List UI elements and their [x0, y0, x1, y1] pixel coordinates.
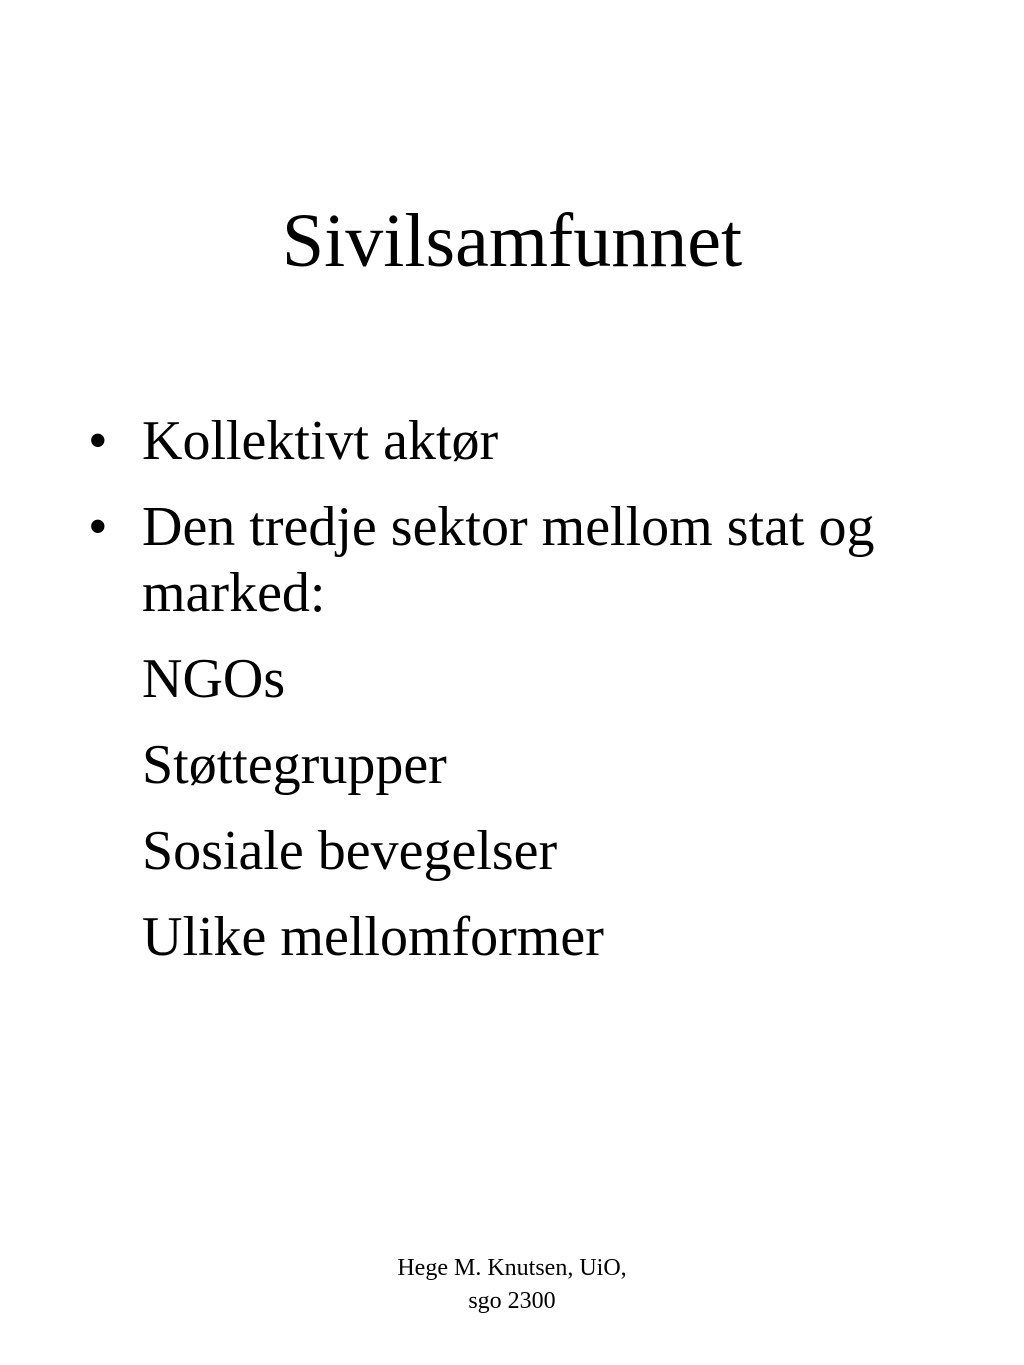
footer-course: sgo 2300 — [468, 1288, 556, 1314]
bullet-icon: • — [88, 496, 108, 558]
bullet-item-tredje-sektor — [88, 494, 968, 626]
footer-author: Hege M. Knutsen, UiO, — [397, 1255, 627, 1281]
slide-footer — [0, 1252, 1024, 1318]
sub-item-stottegrupper: Støttegrupper — [142, 734, 447, 796]
slide-content — [88, 408, 968, 990]
sub-item-ngos: NGOs — [142, 648, 286, 710]
sub-item-sosiale-bevegelser: Sosiale bevegelser — [142, 820, 558, 882]
bullet-text: Den tredje sektor mellom stat og marked: — [142, 496, 875, 624]
sub-item-ulike-mellomformer: Ulike mellomformer — [142, 906, 604, 968]
bullet-icon: • — [88, 410, 108, 472]
slide-title: Sivilsamfunnet — [281, 199, 743, 283]
bullet-item-kollektivt-aktor — [88, 408, 968, 474]
bullet-text: Kollektivt aktør — [142, 410, 499, 472]
